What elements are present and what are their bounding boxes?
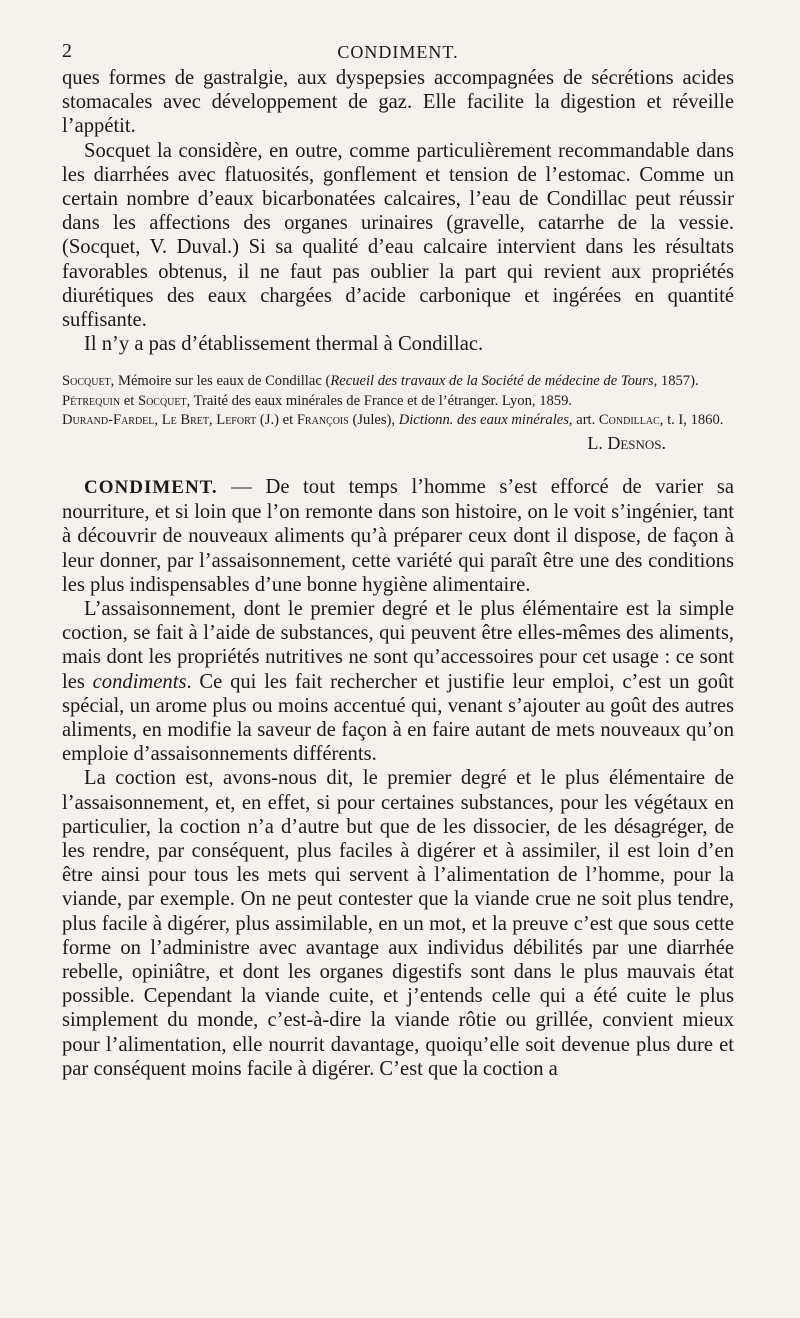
paragraph: ques formes de gastralgie, aux dyspepsies accompagnées de sécrétions acides stomacales avec développement de gaz. Elle facilite la digestion et réveille l’appétit. [62,67,734,138]
paragraph: CONDIMENT. — De tout temps l’homme s’est efforcé de varier sa nourriture, et si loin que l’on remonte dans son histoire, on le voit s’ingénier, tant à découvrir de nouveaux aliments qu’à préparer ceux dont il dispose, de façon à leur donner, par l’assaisonnement, cette variété qui paraît être une des conditions les plus indispensables d’une bonne hygiène alimentaire. [62,475,734,596]
ref-author: Socquet [137,392,187,409]
reference-entry: Pétrequin et Socquet, Traité des eaux minérales de France et de l’étranger. Lyon, 1859. [62,392,573,409]
ref-author: Socquet [62,373,111,390]
headword: CONDIMENT. [84,476,218,498]
ref-article: Condillac [598,412,660,429]
reference-entry: Socquet, Mémoire sur les eaux de Condillac (Recueil des travaux de la Société de médecine de Tours, 1857). [62,373,699,390]
bibliography [62,372,734,431]
article-condiment [62,475,734,1081]
ref-author: François [296,412,349,429]
ref-title: Recueil des travaux de la Société de médecine de Tours [330,373,654,390]
page-header [62,36,734,66]
paragraph: L’assaisonnement, dont le premier degré et le plus élémentaire est la simple coction, se fait à l’aide de substances, qui peuvent être elles-mêmes des aliments, mais dont les propriétés nutritives ne sont qu’accessoires pour cet usage : ce sont les condiments. Ce qui les fait rechercher et justifie leur emploi, c’est un goût spécial, un arome plus ou moins accentué qui, venant s’ajouter au goût des autres aliments, en modifie la saveur de façon à en faire autant de mets nouveaux qu’on emploie d’assaisonnements différents. [62,597,734,766]
running-title: CONDIMENT. [337,42,459,62]
paragraph: Il n’y a pas d’établissement thermal à Condillac. [84,333,484,356]
reference-entry: Durand-Fardel, Le Bret, Lefort (J.) et François (Jules), Dictionn. des eaux minérales, art. Condillac, t. I, 1860. [62,412,724,429]
ref-title: Dictionn. des eaux minérales [398,412,569,429]
paragraph: Socquet la considère, en outre, comme particulièrement recommandable dans les diarrhées avec flatuosités, gonflement et tension de l’estomac. Comme un certain nombre d’eaux bicarbonatées calcaires, l’eau de Condillac peut réussir dans les affections des organes urinaires (gravelle, catarrhe de la vessie. (Socquet, V. Duval.) Si sa qualité d’eau calcaire intervient dans les résultats favorables obtenus, il ne faut pas oublier la part qui revient aux propriétés diurétiques des eaux chargées d’acide carbonique et ingérées en quantité suffisante. [62,139,734,332]
ref-author: Pétrequin [62,392,121,409]
page-number: 2 [62,40,72,62]
ref-author: Durand-Fardel, Le Bret, Lefort [62,412,257,429]
italic-term: condiments [92,670,187,693]
paragraph: La coction est, avons-nous dit, le premier degré et le plus élémentaire de l’assaisonnement, et, en effet, si pour certaines substances, pour les végétaux en particulier, la coction n’a d’autre but que de les dissocier, de les désagréger, de les rendre, par conséquent, plus faciles à digérer et à assimiler, il est loin d’en être ainsi pour tous les mets qui servent à l’alimentation de l’homme, pour la viande, par exemple. On ne peut contester que la viande crue ne soit plus tendre, plus facile à digérer, plus assimilable, en un mot, et la preuve c’est que sous cette forme on l’administre avec avantage aux individus débilités par une diarrhée rebelle, opiniâtre, et dont les organes digestifs sont dans le plus mauvais état possible. Cependant la viande cuite, et j’entends celle qui a été cuite le plus simplement du monde, c’est-à-dire la viande rôtie ou grillée, convient mieux pour l’alimentation, elle nourrit davantage, quoiqu’elle soit devenue plus dure et par conséquent moins facile à digérer. C’est que la coction a [62,767,734,1080]
signature: L. Desnos. [587,432,666,453]
continuation-text [62,66,734,356]
